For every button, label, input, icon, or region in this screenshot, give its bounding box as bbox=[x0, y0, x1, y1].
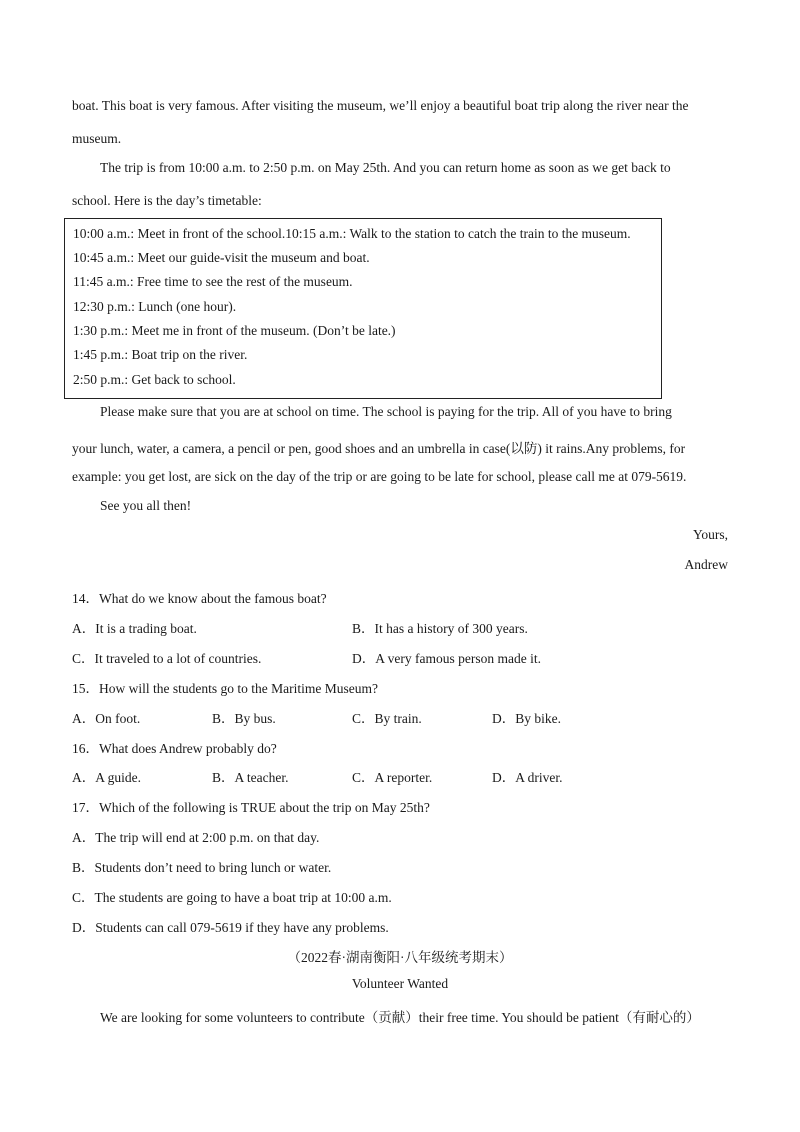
question-option: A．The trip will end at 2:00 p.m. on that day. bbox=[72, 830, 320, 845]
question-stem: 14．What do we know about the famous boat? bbox=[72, 591, 327, 606]
question-option: B．By bus. bbox=[212, 711, 276, 726]
question-option: A．A guide. bbox=[72, 770, 141, 785]
passage-line: your lunch, water, a camera, a pencil or pen, good shoes and an umbrella in case(以防) it rains.Any problems, for bbox=[72, 441, 686, 456]
passage-line: Please make sure that you are at school on time. The school is paying for the trip. All of you have to bring bbox=[100, 404, 672, 419]
timetable-row: 2:50 p.m.: Get back to school. bbox=[73, 372, 236, 387]
timetable-row: 10:45 a.m.: Meet our guide-visit the museum and boat. bbox=[73, 250, 370, 265]
section-source: （2022春·湖南衡阳·八年级统考期末） bbox=[287, 950, 513, 965]
question-option: D．A very famous person made it. bbox=[352, 651, 541, 666]
passage-line: boat. This boat is very famous. After visiting the museum, we’ll enjoy a beautiful boat trip along the river near the bbox=[72, 98, 689, 113]
timetable-box bbox=[64, 218, 662, 399]
question-option: D．Students can call 079-5619 if they have any problems. bbox=[72, 920, 389, 935]
question-option: C．It traveled to a lot of countries. bbox=[72, 651, 262, 666]
passage-line: See you all then! bbox=[100, 498, 192, 513]
question-stem: 17．Which of the following is TRUE about the trip on May 25th? bbox=[72, 800, 430, 815]
letter-closing: Yours, bbox=[692, 527, 728, 542]
question-option: A．It is a trading boat. bbox=[72, 621, 197, 636]
question-option: B．It has a history of 300 years. bbox=[352, 621, 528, 636]
passage-line: museum. bbox=[72, 131, 122, 146]
question-option: C．By train. bbox=[352, 711, 422, 726]
question-stem: 15．How will the students go to the Maritime Museum? bbox=[72, 681, 378, 696]
question-option: C．The students are going to have a boat trip at 10:00 a.m. bbox=[72, 890, 392, 905]
timetable-row: 1:30 p.m.: Meet me in front of the museum. (Don’t be late.) bbox=[73, 323, 396, 338]
passage-line: We are looking for some volunteers to contribute（贡献）their free time. You should be patient（有耐心的） bbox=[100, 1010, 700, 1025]
passage-line: The trip is from 10:00 a.m. to 2:50 p.m. on May 25th. And you can return home as soon as we get back to bbox=[100, 160, 671, 175]
timetable-row: 11:45 a.m.: Free time to see the rest of the museum. bbox=[73, 274, 353, 289]
question-option: B．A teacher. bbox=[212, 770, 289, 785]
question-stem: 16．What does Andrew probably do? bbox=[72, 741, 277, 756]
question-option: B．Students don’t need to bring lunch or water. bbox=[72, 860, 332, 875]
question-option: C．A reporter. bbox=[352, 770, 433, 785]
timetable-row: 1:45 p.m.: Boat trip on the river. bbox=[73, 347, 248, 362]
timetable-row: 10:00 a.m.: Meet in front of the school.10:15 a.m.: Walk to the station to catch the train to the museum. bbox=[73, 226, 631, 241]
question-option: A．On foot. bbox=[72, 711, 141, 726]
question-option: D．By bike. bbox=[492, 711, 561, 726]
passage-line: example: you get lost, are sick on the day of the trip or are going to be late for school, please call me at 079-5619. bbox=[72, 469, 687, 484]
passage-line: school. Here is the day’s timetable: bbox=[72, 193, 262, 208]
letter-signature: Andrew bbox=[684, 557, 728, 572]
section-title: Volunteer Wanted bbox=[351, 976, 449, 991]
timetable-row: 12:30 p.m.: Lunch (one hour). bbox=[73, 299, 237, 314]
question-option: D．A driver. bbox=[492, 770, 563, 785]
